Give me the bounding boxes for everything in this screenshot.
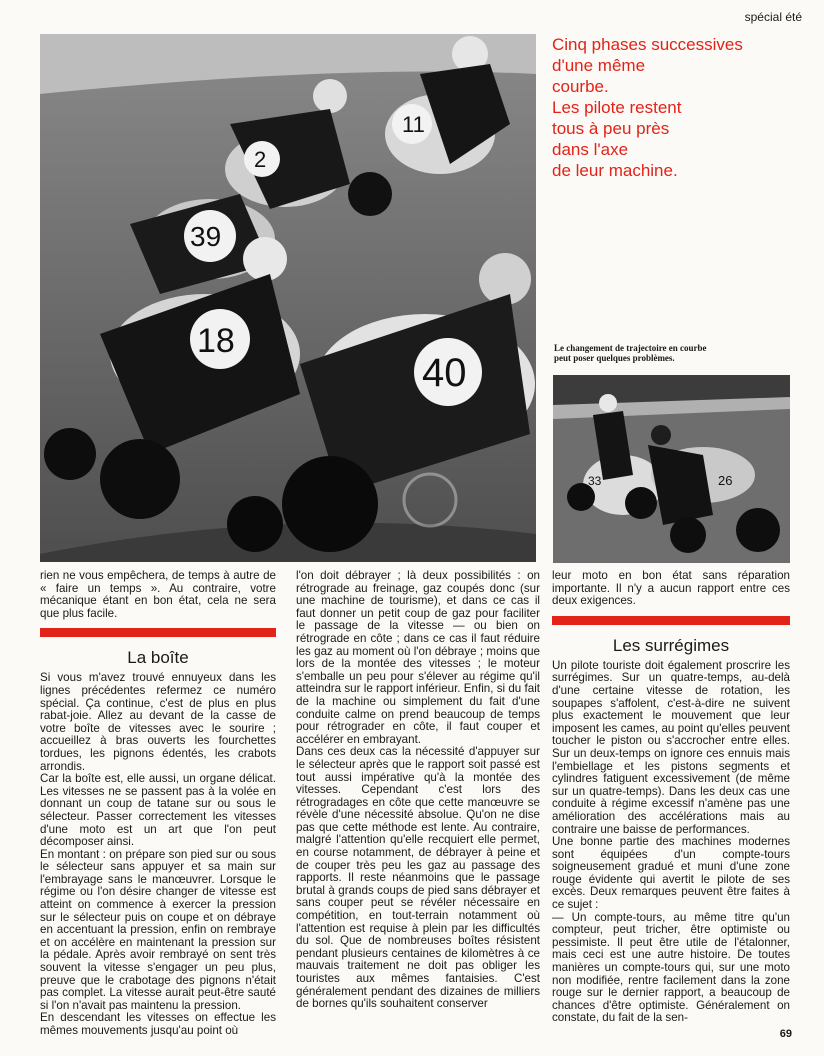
text-column-1 xyxy=(40,570,276,1038)
race-number: 2 xyxy=(254,147,267,172)
text-column-3 xyxy=(552,570,790,1025)
race-number: 40 xyxy=(422,351,467,395)
paragraph: Si vous m'avez trouvé ennuyeux dans les lignes précédentes refermez ce numéro spécial. Ça continue, c'est de plus en plus rabat-joie. Allez au devant de la casse de votre boîte de vitesses avec le sourire ; accueillez à bras ouverts les fourchettes tordues, les pignons édentés, les crabots arrondis. xyxy=(40,671,276,773)
race-number: 39 xyxy=(190,221,222,252)
main-race-photo xyxy=(40,34,536,562)
paragraph: Dans ces deux cas la nécessité d'appuyer sur le sélecteur après que le rapport soit passé est tout aussi impérative qu'à la montée des vitesses. Cependant c'est lors des rétrogradages en côte que cette manœuvre se révèle d'une nécessité absolue. Qu'on ne dise pas que cette méthode est lente. Au contraire, malgré l'attention qu'elle recquiert elle permet, en course notamment, de débrayer à peine et de couper très peu les gaz au passage des rapports. Il reste néanmoins que le passage brutal à grands coups de pied sans débrayer et sans couper peut se révéler nécessaire en compétition, en tout-terrain notamment où l'attention est requise à plein par les difficultés du sol. Que de nombreuses boîtes résistent pendant plusieurs centaines de kilomètres à ce mauvais traitement ne doit pas obliger les touristes aux mêmes fantaisies. C'est généralement pendant des dizaines de milliers de bornes qu'ils souhaitent conserver xyxy=(296,745,540,1011)
race-number: 33 xyxy=(588,474,602,488)
small-photo-caption: Le changement de trajectoire en courbe peut poser quelques problèmes. xyxy=(554,343,707,363)
section-heading-boite: La boîte xyxy=(127,648,189,668)
caption-line: tous à peu près xyxy=(552,119,670,138)
caption-line: Les pilote restent xyxy=(552,98,682,117)
caption-line: Cinq phases successives xyxy=(552,35,743,54)
section-heading-surregimes: Les surrégimes xyxy=(612,635,730,655)
caption-line: d'une même xyxy=(552,56,646,75)
race-number: 26 xyxy=(718,473,733,488)
paragraph: leur moto en bon état sans réparation importante. Il n'y a aucun rapport entre ces deux exigences. xyxy=(552,569,790,608)
race-number: 18 xyxy=(197,322,235,360)
caption-line: courbe. xyxy=(552,77,609,96)
paragraph: Car la boîte est, elle aussi, un organe délicat. Les vitesses ne se passent pas à la volée en donnant un coup de tatane sur ou sous le sélecteur. Passer correctement les vitesses d'une moto est un art que l'on peut décomposer ainsi. xyxy=(40,772,276,849)
watermark-logo xyxy=(400,470,460,530)
section-tag: spécial été xyxy=(744,10,802,24)
paragraph: — Un compte-tours, au même titre qu'un compteur, peut tricher, être optimiste ou pessimiste. Il peut être utile de l'étalonner, mais ceci est une autre histoire. De toutes manières un compte-tours qui, sur une moto non modifiée, rentre facilement dans la zone rouge sur le dernier rapport, a beaucoup de chances d'être optimiste. Généralement on constate, du fait de la sen- xyxy=(552,910,790,1025)
caption-line: dans l'axe xyxy=(552,140,629,159)
red-divider xyxy=(552,616,790,625)
race-number: 11 xyxy=(402,112,425,137)
paragraph: rien ne vous empêchera, de temps à autre de « faire un temps ». Au contraire, votre mécanique étant en bon état, cela ne sera que plus facile. xyxy=(40,569,276,620)
small-race-photo xyxy=(553,375,790,563)
caption-line: de leur machine. xyxy=(552,161,678,180)
paragraph: Une bonne partie des machines modernes sont équipées d'un compte-tours soigneusement gradué et muni d'une zone rouge évidente qui avertit le pilote de ses excès. Deux remarques peuvent être faites à ce sujet : xyxy=(552,835,790,912)
paragraph: En montant : on prépare son pied sur ou sous le sélecteur sans appuyer et sa main sur l'embrayage sans le manœuvrer. Lorsque le régime ou l'on désire changer de vitesse est atteint on commence à exercer la pression sur le sélecteur puis on coupe et on débraye en accentuant la pression, enfin on rembraye et on accélère en maintenant la pression sur la pédale. Après avoir rembrayé on sent très souvent la vitesse s'engager un peu plus, preuve que le crabotage des pignons n'était pas complet. La vitesse aurait peut-être sauté si l'on n'avait pas maintenu la pression. xyxy=(40,847,276,1012)
paragraph: En descendant les vitesses on effectue les mêmes mouvements jusqu'au point où xyxy=(40,1011,276,1037)
page-number: 69 xyxy=(779,1028,792,1040)
red-divider xyxy=(40,628,276,637)
paragraph: l'on doit débrayer ; là deux possibilités : on rétrograde au freinage, gaz coupés donc (sur une machine de tourisme), et dans ce cas il faut donner un petit coup de gaz pour faciliter le passage de la vitesse — ou bien on rétrograde en côte ; dans ce cas il faut réduire les gaz au moment où l'on débraye ; moins que lors de la montée des vitesses ; le moteur s'emballe un peu pour s'élever au régime qu'il atteindra sur le rapport inférieur. Enfin, si du fait de la machine ou simplement du fait d'une conduite calme on prend beaucoup de temps pour rétrograder en côte, il faut couper et accélérer en embrayant. xyxy=(296,569,540,746)
main-photo-caption xyxy=(552,34,802,181)
paragraph: Un pilote touriste doit également proscrire les surrégimes. Sur un quatre-temps, au-delà d'une certaine vitesse de rotation, les soupapes s'affolent, c'est-à-dire ne suivent plus exactement le mouvement que leur imposent les cames, au point qu'elles peuvent toucher le piston ou s'accrocher entre elles. Sur un deux-temps on ignore ces ennuis mais l'embiellage et les pistons segments et cylindres fatiguent excessivement (de même sur un quatre-temps). Dans les deux cas une conduite à régime excessif n'amène pas une amélioration des accélérations mais au contraire une baisse de performances. xyxy=(552,658,790,836)
text-column-2 xyxy=(296,570,540,1011)
